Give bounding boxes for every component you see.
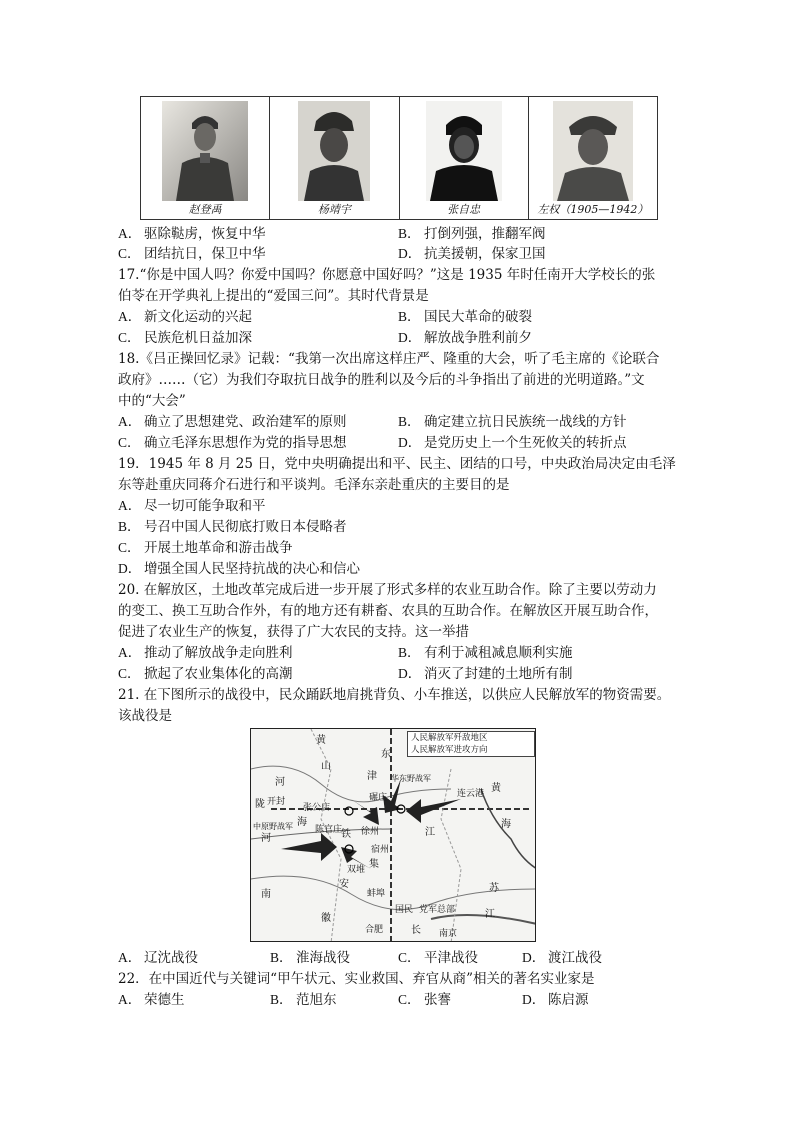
map-label: 合肥: [365, 925, 384, 935]
map-label: 国民: [395, 905, 414, 915]
map-label: 张公店: [303, 803, 331, 813]
option-c[interactable]: C． 民族危机日益加深: [118, 330, 252, 346]
map-label: 海: [297, 817, 307, 828]
map-label: 山: [321, 761, 331, 772]
question-stem: 该战役是: [118, 708, 172, 724]
portrait-table: [140, 96, 658, 220]
option-a[interactable]: A． 推动了解放战争走向胜利: [118, 645, 293, 661]
question-stem: 促进了农业生产的恢复，获得了广大农民的支持。这一举措: [118, 624, 469, 640]
question-stem: 17.“你是中国人吗？你爱中国吗？你愿意中国好吗？”这是 1935 年时任南开大学校长的张: [118, 267, 656, 283]
map-label: 徐州: [361, 827, 380, 837]
option-b[interactable]: B． 打倒列强，推翻军阀: [398, 226, 546, 242]
portrait-caption: 左权（1905—1942）: [537, 203, 649, 216]
option-d[interactable]: D． 消灭了封建的土地所有制: [398, 666, 573, 682]
map-label: 开封: [267, 797, 286, 807]
question-stem: 18.《吕正操回忆录》记载：“我第一次出席这样庄严、隆重的大会，听了毛主席的《论联合: [118, 351, 660, 367]
map-label: 宿州: [371, 845, 390, 855]
map-label: 铁: [341, 829, 351, 840]
option-c[interactable]: C． 张謇: [398, 992, 451, 1008]
portrait-photo: [426, 101, 502, 201]
option-d[interactable]: D． 解放战争胜利前夕: [398, 330, 532, 346]
map-label: 连云港: [457, 789, 485, 799]
option-a[interactable]: A． 尽一切可能争取和平: [118, 498, 266, 514]
question-stem: 19．1945 年 8 月 25 日，党中央明确提出和平、民主、团结的口号，中央政治局决定由毛泽: [118, 456, 676, 472]
option-b[interactable]: B． 确定建立抗日民族统一战线的方针: [398, 414, 627, 430]
question-stem: 21. 在下图所示的战役中，民众踊跃地肩挑背负、小车推送，以供应人民解放军的物资需要。: [118, 687, 671, 703]
map-legend: 人民解放军歼敌地区 人民解放军进攻方向: [407, 731, 535, 757]
map-label: 安: [339, 879, 349, 890]
portrait-photo: [162, 101, 248, 201]
option-d[interactable]: D． 渡江战役: [522, 950, 602, 966]
option-d[interactable]: D． 是党历史上一个生死攸关的转折点: [398, 435, 627, 451]
map-label: 苏: [489, 883, 499, 894]
map-label: 黄: [316, 735, 326, 746]
map-label: 蚌埠: [367, 889, 386, 899]
portrait-caption: 赵登禹: [188, 203, 222, 216]
map-label: 陈官庄: [315, 825, 343, 835]
option-a[interactable]: A． 荣德生: [118, 992, 185, 1008]
question-stem: 伯苓在开学典礼上提出的“爱国三问”。其时代背景是: [118, 288, 429, 304]
portrait-cell: [270, 97, 399, 219]
map-label: 海: [501, 819, 511, 830]
option-b[interactable]: B． 淮海战役: [270, 950, 350, 966]
option-b[interactable]: B． 范旭东: [270, 992, 337, 1008]
option-c[interactable]: C． 团结抗日，保卫中华: [118, 246, 266, 262]
option-d[interactable]: D． 抗美援朝，保家卫国: [398, 246, 546, 262]
portrait-photo: [298, 101, 370, 201]
portrait-cell: [400, 97, 529, 219]
map-label: 津: [367, 771, 377, 782]
question-stem: 东等赴重庆同蒋介石进行和平谈判。毛泽东亲赴重庆的主要目的是: [118, 477, 510, 493]
map-label: 南京: [439, 929, 458, 939]
map-label: 党军总部: [419, 905, 456, 915]
option-d[interactable]: D． 陈启源: [522, 992, 589, 1008]
portrait-cell: [529, 97, 657, 219]
map-label: 南: [261, 889, 271, 900]
map-label: 中原野战军: [253, 822, 293, 831]
map-label: 河: [275, 777, 285, 788]
map-label: 陇: [255, 799, 265, 810]
question-stem: 的变工、换工互助合作外，有的地方还有耕畜、农具的互助合作。在解放区开展互助合作，: [118, 603, 658, 619]
map-label: 东: [381, 749, 391, 760]
option-c[interactable]: C． 掀起了农业集体化的高潮: [118, 666, 293, 682]
question-stem: 中的“大会”: [118, 393, 186, 409]
map-label: 碾庄: [369, 793, 388, 803]
option-b[interactable]: B． 有利于减租减息顺利实施: [398, 645, 573, 661]
question-stem: 政府》……（它）为我们夺取抗日战争的胜利以及今后的斗争指出了前进的光明道路。”文: [118, 372, 645, 388]
map-label: 徽: [321, 913, 331, 924]
option-a[interactable]: A． 辽沈战役: [118, 950, 198, 966]
option-a[interactable]: A． 确立了思想建党、政治建军的原则: [118, 414, 347, 430]
map-label: 双堆: [347, 865, 366, 875]
option-b[interactable]: B． 号召中国人民彻底打败日本侵略者: [118, 519, 347, 535]
question-stem: 22．在中国近代与关键词“甲午状元、实业救国、弃官从商”相关的著名实业家是: [118, 971, 595, 987]
option-b[interactable]: B． 国民大革命的破裂: [398, 309, 532, 325]
option-a[interactable]: A． 新文化运动的兴起: [118, 309, 252, 325]
map-label: 江: [485, 909, 495, 920]
map-label: 黄: [491, 783, 501, 794]
map-label: 华东野战军: [391, 774, 431, 783]
option-c[interactable]: C． 平津战役: [398, 950, 478, 966]
option-a[interactable]: A． 驱除鞑虏，恢复中华: [118, 226, 266, 242]
map-label: 长: [411, 925, 421, 936]
question-stem: 20. 在解放区，土地改革完成后进一步开展了形式多样的农业互助合作。除了主要以劳动力: [118, 582, 657, 598]
battle-map: [250, 728, 536, 942]
option-c[interactable]: C． 确立毛泽东思想作为党的指导思想: [118, 435, 347, 451]
map-label: 江: [425, 827, 435, 838]
map-label: 河: [261, 833, 271, 844]
map-label: 集: [369, 859, 379, 870]
portrait-caption: 杨靖宇: [317, 203, 351, 216]
portrait-cell: [141, 97, 270, 219]
portrait-photo: [553, 101, 633, 201]
option-c[interactable]: C． 开展土地革命和游击战争: [118, 540, 293, 556]
option-d[interactable]: D． 增强全国人民坚持抗战的决心和信心: [118, 561, 360, 577]
portrait-caption: 张自忠: [447, 203, 481, 216]
